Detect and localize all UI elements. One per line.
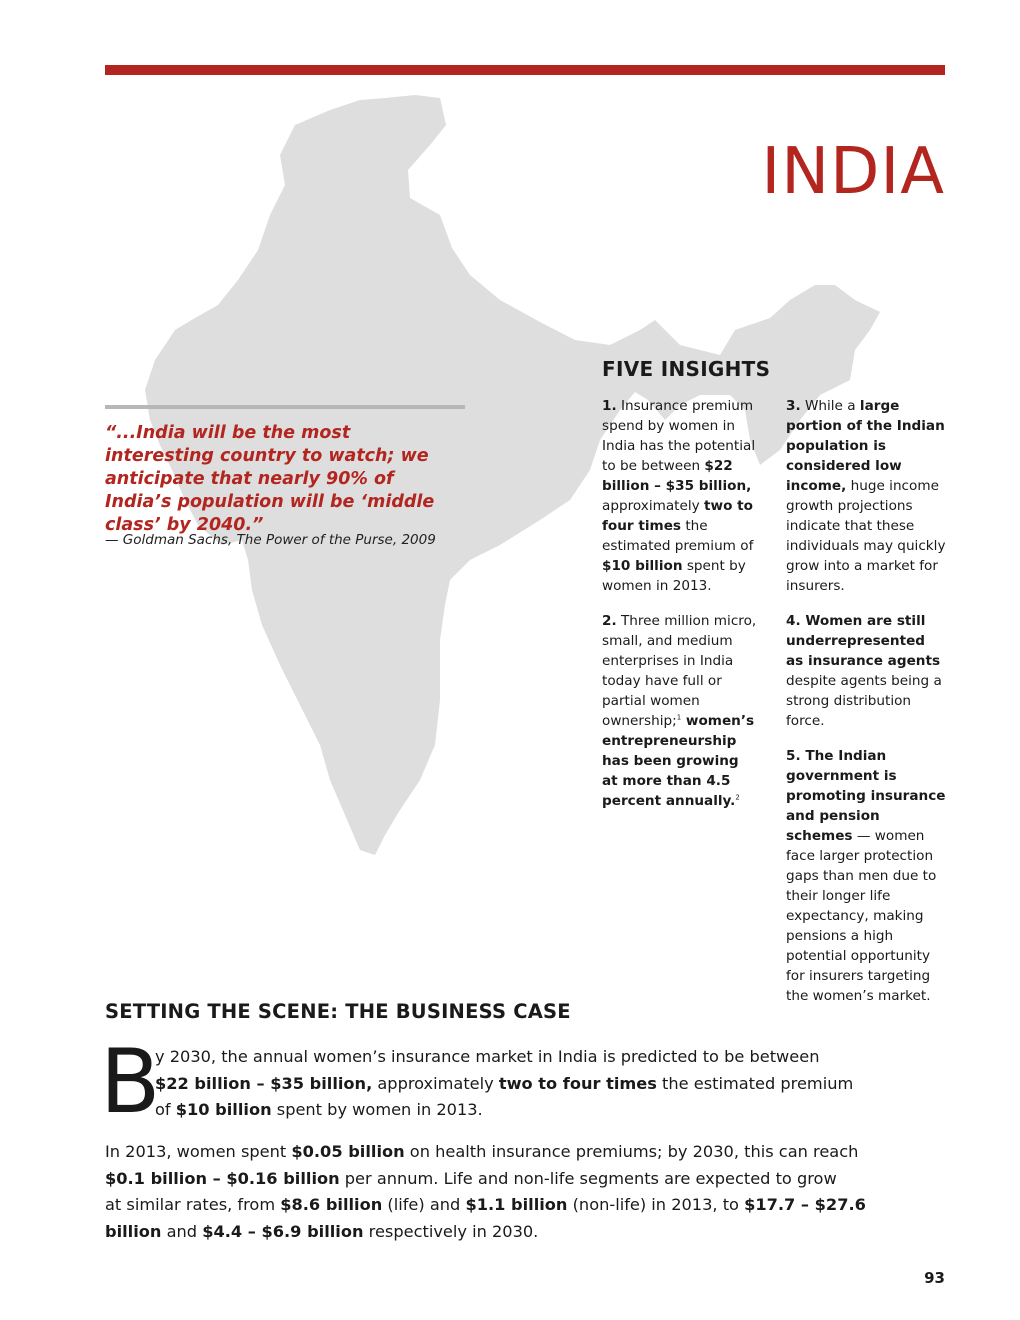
- insight-text: approximately: [602, 498, 705, 514]
- insight-emphasis: Women are still underrepresented as insurance agents: [786, 613, 941, 669]
- insight-number: 4.: [786, 613, 801, 629]
- body-text: (non-life) in 2013, to: [567, 1195, 745, 1214]
- insight-emphasis: two to four times: [602, 498, 753, 534]
- country-title: INDIA: [761, 135, 945, 209]
- body-text: y 2030, the annual women’s insurance market in India is predicted to be between: [155, 1047, 820, 1066]
- body-line: [105, 1166, 837, 1193]
- insight-number: 3.: [786, 398, 801, 414]
- body-line: [105, 1219, 825, 1246]
- body-emphasis: $10 billion: [175, 1100, 272, 1119]
- insight-2: [602, 611, 758, 811]
- insights-column-right: [786, 396, 946, 1021]
- body-text: approximately: [372, 1073, 499, 1093]
- body-line: [155, 1071, 855, 1098]
- quote-attribution: — Goldman Sachs, The Power of the Purse, 2009: [105, 532, 436, 548]
- body-text: on health insurance premiums; by 2030, this can reach: [404, 1142, 859, 1161]
- insight-emphasis: large portion of the Indian population is considered low income,: [786, 398, 945, 494]
- body-emphasis: billion: [105, 1221, 162, 1241]
- insight-number: 2.: [602, 613, 617, 629]
- body-text: and: [161, 1221, 203, 1241]
- insight-emphasis: $22 billion – $35 billion,: [602, 458, 752, 494]
- body-text: spent by women in 2013.: [271, 1100, 483, 1119]
- top-accent-rule: [105, 65, 945, 75]
- insight-text: the estimated premium of: [602, 518, 754, 554]
- body-text: (life) and: [382, 1195, 466, 1214]
- body-emphasis: $0.05 billion: [291, 1142, 405, 1161]
- body-paragraph: [105, 1139, 866, 1245]
- body-line: [105, 1192, 866, 1219]
- insight-text: While a: [800, 398, 860, 414]
- page-number: 93: [924, 1269, 945, 1287]
- insight-1: [602, 396, 758, 596]
- quote-divider: [105, 405, 465, 409]
- body-line: [155, 1097, 855, 1124]
- pull-quote: “...India will be the most interesting country to watch; we anticipate that nearly 90% of India’s population will be ‘middle class’ by 2040.”: [105, 423, 435, 535]
- body-emphasis: two to four times: [498, 1073, 657, 1093]
- intro-paragraph: [155, 1044, 855, 1124]
- business-case-heading: SETTING THE SCENE: THE BUSINESS CASE: [105, 1000, 571, 1023]
- five-insights-heading: FIVE INSIGHTS: [602, 357, 771, 381]
- insight-5: [786, 746, 946, 1006]
- insight-text: Three million micro, small, and medium enterprises in India today have full or partial women ownership;: [602, 613, 757, 729]
- insight-emphasis: women’s entrepreneurship has been growing at more than 4.5 percent annually.: [602, 713, 755, 809]
- insight-3: [786, 396, 946, 596]
- insight-emphasis: The Indian government is promoting insurance and pension schemes: [786, 748, 946, 844]
- body-emphasis: $4.4 – $6.9 billion: [202, 1221, 364, 1241]
- body-text: per annum. Life and non-life segments are expected to grow: [339, 1168, 837, 1188]
- insight-number: 5.: [786, 748, 801, 764]
- footnote-ref: 1: [676, 713, 682, 722]
- body-emphasis: $17.7 – $27.6: [744, 1195, 866, 1214]
- insight-4: [786, 611, 946, 731]
- insights-column-left: [602, 396, 758, 826]
- body-line: [155, 1044, 855, 1071]
- footnote-ref: 2: [735, 793, 740, 802]
- body-text: respectively in 2030.: [363, 1221, 539, 1241]
- insight-emphasis: $10 billion: [602, 558, 683, 574]
- body-emphasis: $1.1 billion: [465, 1195, 568, 1214]
- body-text: In 2013, women spent: [105, 1142, 292, 1161]
- body-emphasis: $8.6 billion: [280, 1195, 383, 1214]
- insight-text: huge income growth projections indicate that these individuals may quickly grow into a market for insurers.: [786, 478, 946, 594]
- insight-text: despite agents being a strong distribution force.: [786, 673, 942, 729]
- body-text: the estimated premium: [656, 1073, 854, 1093]
- body-text: of: [155, 1100, 176, 1119]
- body-text: at similar rates, from: [105, 1195, 281, 1214]
- body-line: [105, 1139, 859, 1166]
- drop-cap: B: [100, 1030, 161, 1133]
- insight-text: Insurance premium spend by women in India has the potential to be between: [602, 398, 756, 474]
- insight-number: 1.: [602, 398, 617, 414]
- insight-text: — women face larger protection gaps than men due to their longer life expectancy, making pensions a high potential opportunity for insurers targeting the women’s market.: [786, 828, 937, 1004]
- body-emphasis: $0.1 billion – $0.16 billion: [105, 1168, 340, 1188]
- body-emphasis: $22 billion – $35 billion,: [155, 1073, 373, 1093]
- insight-text: spent by women in 2013.: [602, 558, 746, 594]
